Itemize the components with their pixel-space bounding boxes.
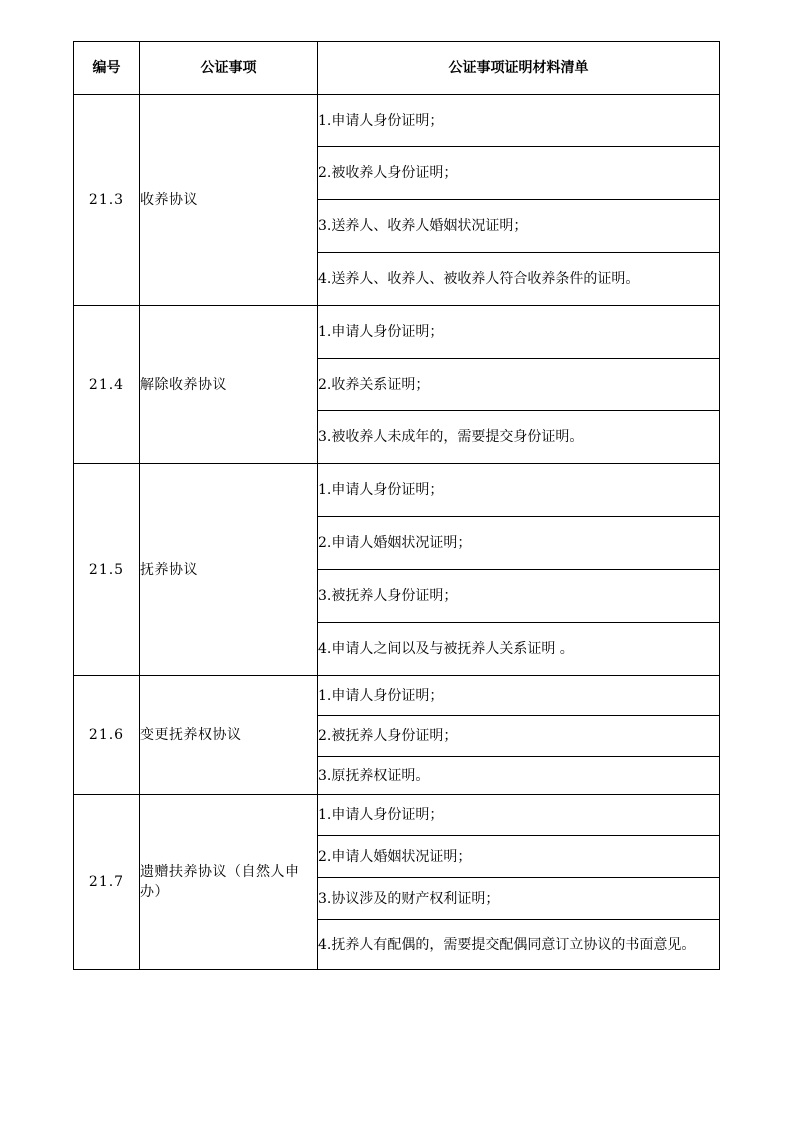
table-row <box>74 306 720 359</box>
material-item: 3.送养人、收养人婚姻状况证明； <box>318 200 720 253</box>
header-materials: 公证事项证明材料清单 <box>318 42 720 95</box>
item-matter: 抚养协议 <box>140 464 318 676</box>
item-matter: 收养协议 <box>140 95 318 306</box>
material-item: 1.申请人身份证明； <box>318 464 720 517</box>
material-item: 1.申请人身份证明； <box>318 676 720 716</box>
material-item: 2.被收养人身份证明； <box>318 147 720 200</box>
material-item: 4.抚养人有配偶的，需要提交配偶同意订立协议的书面意见。 <box>318 920 720 970</box>
item-matter: 变更抚养权协议 <box>140 676 318 795</box>
material-item: 3.被抚养人身份证明； <box>318 570 720 623</box>
item-code: 21.4 <box>74 306 140 464</box>
header-matter: 公证事项 <box>140 42 318 95</box>
material-item: 2.申请人婚姻状况证明； <box>318 517 720 570</box>
material-item: 3.原抚养权证明。 <box>318 757 720 795</box>
item-code: 21.7 <box>74 795 140 970</box>
item-code: 21.6 <box>74 676 140 795</box>
material-item: 2.申请人婚姻状况证明； <box>318 836 720 878</box>
material-item: 3.被收养人未成年的，需要提交身份证明。 <box>318 411 720 464</box>
table-row <box>74 795 720 836</box>
material-item: 1.申请人身份证明； <box>318 95 720 147</box>
table-row <box>74 676 720 716</box>
item-matter: 遗赠扶养协议（自然人申办） <box>140 795 318 970</box>
table-row <box>74 95 720 147</box>
notary-materials-table <box>73 41 720 970</box>
table-row <box>74 464 720 517</box>
item-code: 21.3 <box>74 95 140 306</box>
material-item: 4.送养人、收养人、被收养人符合收养条件的证明。 <box>318 253 720 306</box>
material-item: 3.协议涉及的财产权利证明； <box>318 878 720 920</box>
material-item: 1.申请人身份证明； <box>318 795 720 836</box>
table-header-row <box>74 42 720 95</box>
item-matter: 解除收养协议 <box>140 306 318 464</box>
header-code: 编号 <box>74 42 140 95</box>
material-item: 1.申请人身份证明； <box>318 306 720 359</box>
material-item: 4.申请人之间以及与被抚养人关系证明 。 <box>318 623 720 676</box>
material-item: 2.被抚养人身份证明； <box>318 716 720 757</box>
material-item: 2.收养关系证明； <box>318 359 720 411</box>
item-code: 21.5 <box>74 464 140 676</box>
